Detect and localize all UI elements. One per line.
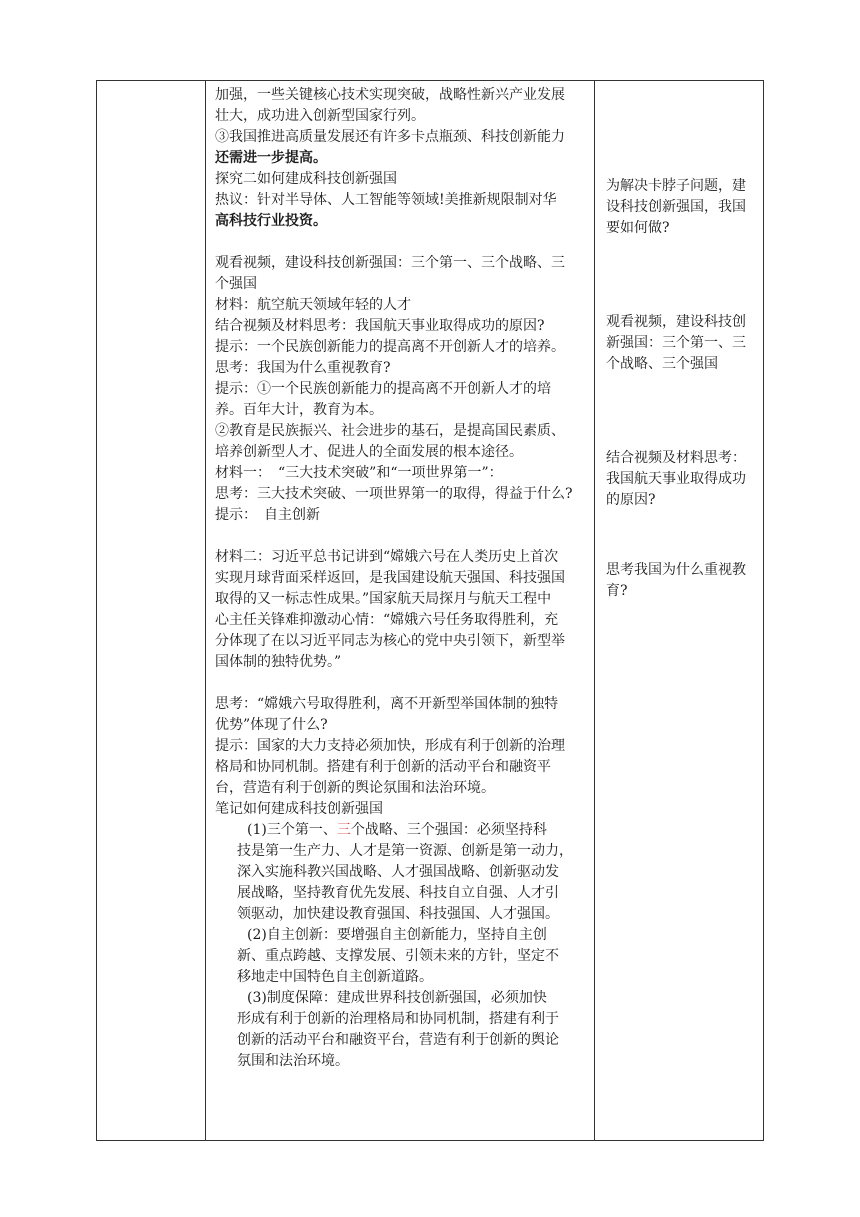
text-line: 取得的又一标志性成果。”国家航天局探月与航天工程中 [215,591,552,607]
note-line: 深入实施科教兴国战略、人才强国战略、创新驱动发 [237,864,559,880]
note-line: (2)自主创新：要增强自主创新能力，坚持自主创 [247,927,547,943]
text-line: 热议：针对半导体、人工智能等领域!美推新规限制对华 [215,192,557,208]
note-text: (1)三个第一、 [247,822,337,838]
text-line: 台，营造有利于创新的舆论氛围和法治环境。 [215,780,495,796]
design-intent-block-4 [606,560,758,602]
text-line: 养。百年大计，教育为本。 [215,402,383,418]
text-line: 提示： 自主创新 [215,507,320,523]
text-line: 心主任关锋难抑激动心情：“嫦娥六号任务取得胜利，充 [215,612,559,628]
text-line: 材料二：习近平总书记讲到“嫦娥六号在人类历史上首次 [215,549,559,565]
text-line: 结合视频及材料思考： [606,450,746,466]
column-divider-right [594,80,595,1141]
text-line: 设科技创新强国，我国 [606,199,746,215]
notes-heading: 笔记如何建成科技创新强国 [215,801,383,817]
section-heading: 探究二如何建成科技创新强国 [215,171,397,187]
text-line: 思考：“嫦娥六号取得胜利，离不开新型举国体制的独特 [215,696,559,712]
text-line: 加强，一些关键核心技术实现突破，战略性新兴产业发展 [215,87,565,103]
text-line: 的原因? [606,492,656,508]
note-line: 展战略，坚持教育优先发展、科技自立自强、人才引 [237,885,559,901]
text-line: 材料一： “三大技术突破”和“一项世界第一”： [215,465,503,481]
note-line: 领驱动，加快建设教育强国、科技强国、人才强国。 [237,906,559,922]
column-divider-left [205,80,206,1141]
note-line: 新、重点跨越、支撑发展、引领未来的方针，坚定不 [237,948,559,964]
text-line: 材料：航空航天领域年轻的人才 [215,297,411,313]
note-line [215,820,590,841]
note-line: 氛围和法治环境。 [237,1053,349,1069]
note-line: 创新的活动平台和融资平台，营造有利于创新的舆论 [237,1032,559,1048]
text-line: 要如何做? [606,220,670,236]
text-line: 育? [606,583,628,599]
note-line: 形成有利于创新的治理格局和协同机制，搭建有利于 [237,1011,559,1027]
note-text: 个战略、三个强国：必须坚持科 [350,822,547,838]
text-line: 思考：三大技术突破、一项世界第一的取得，得益于什么? [215,486,573,502]
text-line: 思考我国为什么重视教 [606,562,746,578]
text-line: 思考：我国为什么重视教育? [215,360,391,376]
text-line: 观看视频，建设科技创新强国：三个第一、三个战略、三 [215,255,565,271]
text-line: 优势”体现了什么? [215,717,328,733]
text-line: 壮大，成功进入创新型国家行列。 [215,108,425,124]
text-line: 结合视频及材料思考：我国航天事业取得成功的原因? [215,318,545,334]
text-line: 观看视频，建设科技创 [606,314,746,330]
note-line: 移地走中国特色自主创新道路。 [237,969,433,985]
design-intent-block-1 [606,176,758,239]
design-intent-block-2 [606,312,758,375]
design-intent-block-3 [606,448,758,511]
text-line: 我国航天事业取得成功 [606,471,746,487]
text-line: 个战略、三个强国 [606,356,718,372]
text-line: 提示：一个民族创新能力的提高离不开创新人才的培养。 [215,339,565,355]
text-line: 实现月球背面采样返回，是我国建设航天强国、科技强国 [215,570,565,586]
text-line: 提示：①一个民族创新能力的提高离不开创新人才的培 [215,381,551,397]
text-line: 还需进一步提高。 [215,150,327,166]
text-line: 分体现了在以习近平同志为核心的党中央引领下，新型举 [215,633,565,649]
note-line: (3)制度保障：建成世界科技创新强国，必须加快 [247,990,547,1006]
text-line: 新强国：三个第一、三 [606,335,746,351]
text-line: 国体制的独特优势。” [215,654,342,670]
text-line: 提示：国家的大力支持必须加快，形成有利于创新的治理 [215,738,565,754]
text-line: 培养创新型人才、促进人的全面发展的根本途径。 [215,444,523,460]
text-line: 高科技行业投资。 [215,213,327,229]
text-line: 格局和协同机制。搭建有利于创新的活动平台和融资平 [215,759,551,775]
note-line: 技是第一生产力、人才是第一资源、创新是第一动力， [237,843,573,859]
text-line: 个强国 [215,276,257,292]
teaching-content-column [215,85,590,1072]
text-line: ③我国推进高质量发展还有许多卡点瓶颈、科技创新能力 [215,129,565,145]
text-line: ②教育是民族振兴、社会进步的基石，是提高国民素质、 [215,423,565,439]
text-line: 为解决卡脖子问题，建 [606,178,746,194]
note-text-red: 三 [336,822,351,838]
